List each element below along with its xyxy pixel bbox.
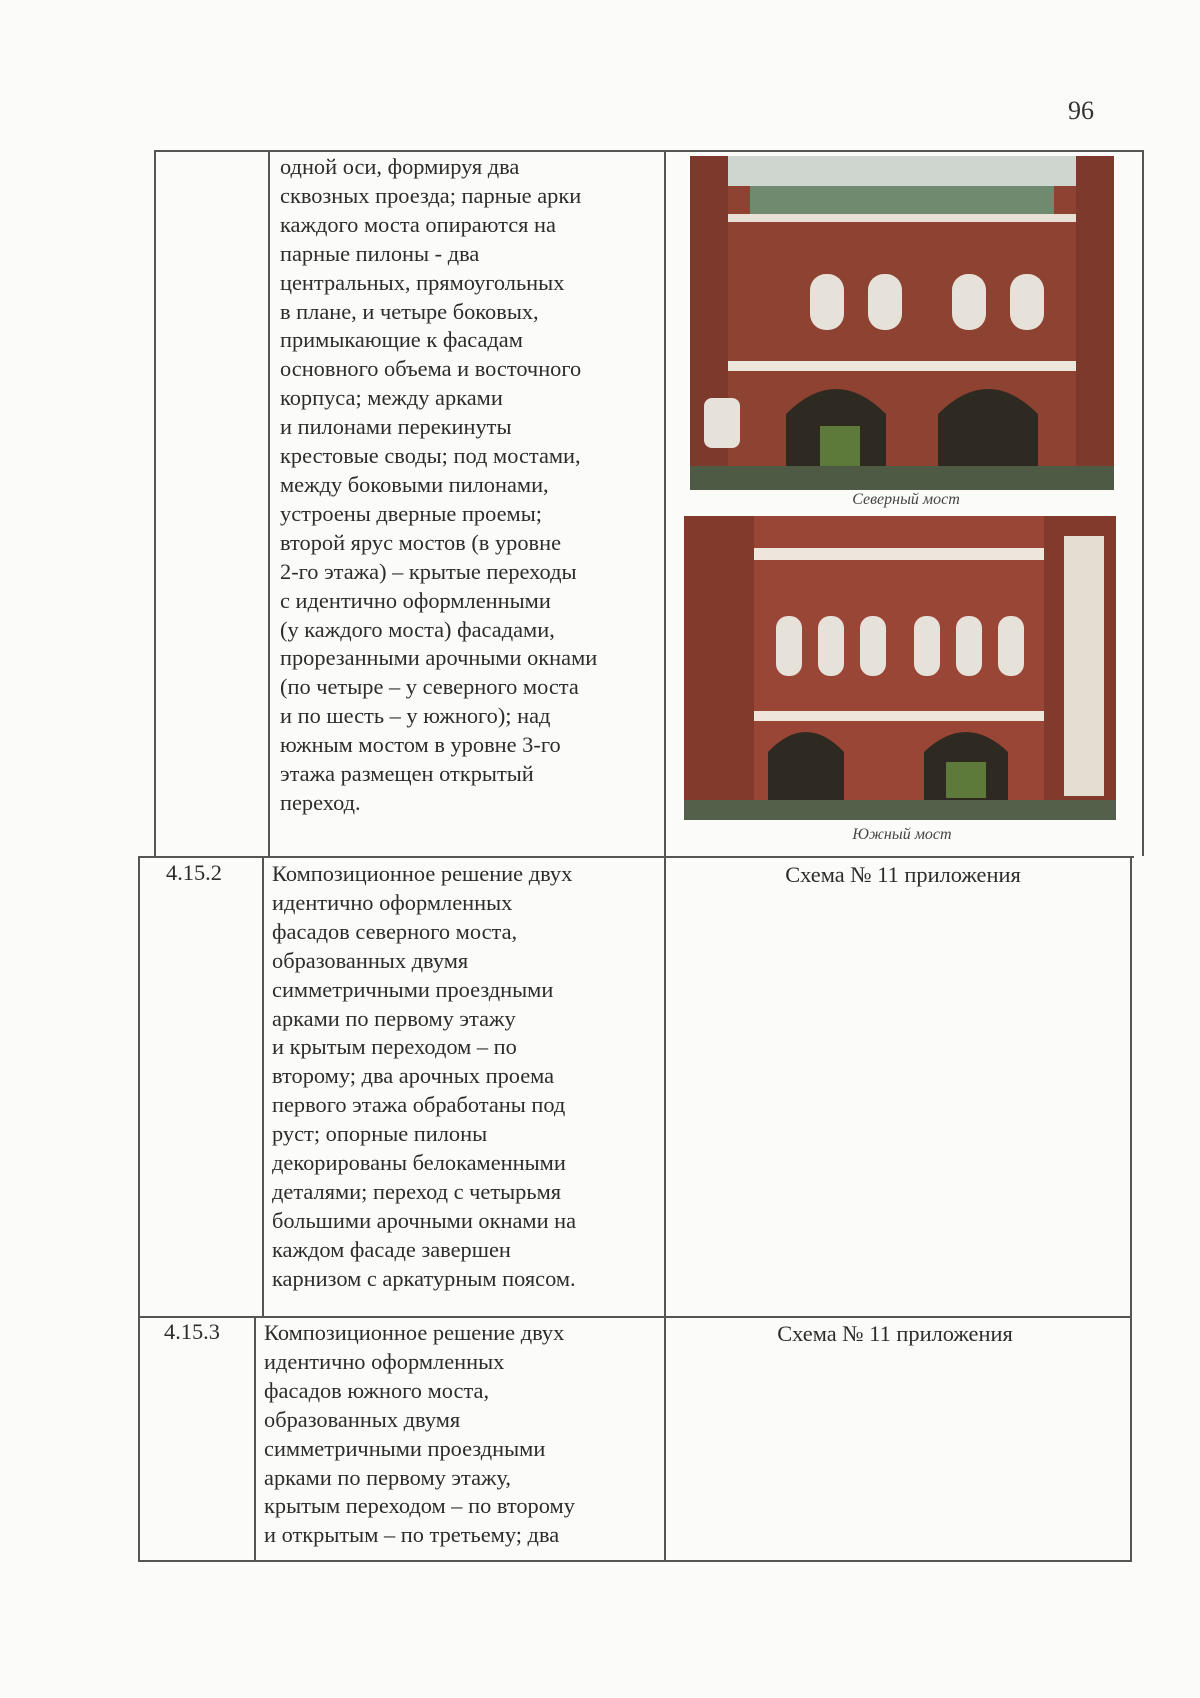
table-col-divider — [262, 856, 264, 1316]
photo-south-bridge — [684, 516, 1116, 820]
north-bridge-image — [690, 156, 1114, 490]
table-border-bottom — [138, 1560, 1132, 1562]
row-number: 4.15.3 — [164, 1319, 220, 1344]
table-border-right — [1130, 856, 1132, 1560]
table-col-divider — [268, 150, 270, 856]
table-border-right — [1142, 150, 1144, 856]
table-row-text: Композиционное решение двух идентично оформленных фасадов северного моста, образованных двумя симметричными проездными арками по первому этажу и крытым переходом – по второму; два арочных проема первого этажа обработаны под руст; опорные пилоны декорированы белокаменными деталями; переход с четырьмя большими арочными окнами на каждом фасаде завершен карнизом с аркатурным поясом. — [272, 861, 577, 1291]
photo-north-bridge — [690, 156, 1114, 490]
scheme-reference: Схема № 11 приложения — [777, 1321, 1013, 1346]
row-number: 4.15.2 — [166, 860, 222, 885]
south-bridge-image — [684, 516, 1116, 820]
table-col-divider — [664, 150, 666, 1560]
photo-caption: Южный мост — [852, 826, 952, 843]
table-row-divider — [138, 1316, 1130, 1318]
table-col-divider — [254, 1316, 256, 1560]
page-number: 96 — [1068, 96, 1094, 125]
table-row-divider — [140, 856, 1134, 858]
table-border-top — [154, 150, 1142, 152]
table-row-text: Композиционное решение двух идентично оформленных фасадов южного моста, образованных двумя симметричными проездными арками по первому этажу, крытым переходом – по второму и открытым – по третьему; два — [264, 1320, 575, 1548]
table-row-text: одной оси, формируя два сквозных проезда; парные арки каждого моста опираются на парные пилоны - два центральных, прямоугольных в плане, и четыре боковых, примыкающие к фасадам основного объема и восточного корпуса; между арками и пилонами перекинуты крестовые своды; под мостами, между боковыми пилонами, устроены дверные проемы; второй ярус мостов (в уровне 2-го этажа) – крытые переходы с идентично оформленными (у каждого моста) фасадами, прорезанными арочными окнами (по четыре – у северного моста и по шесть – у южного); над южным мостом в уровне 3-го этажа размещен открытый переход. — [280, 154, 598, 815]
scheme-reference: Схема № 11 приложения — [785, 862, 1021, 887]
table-border-left — [138, 856, 140, 1560]
table-border-left — [154, 150, 156, 856]
photo-caption: Северный мост — [852, 491, 960, 508]
